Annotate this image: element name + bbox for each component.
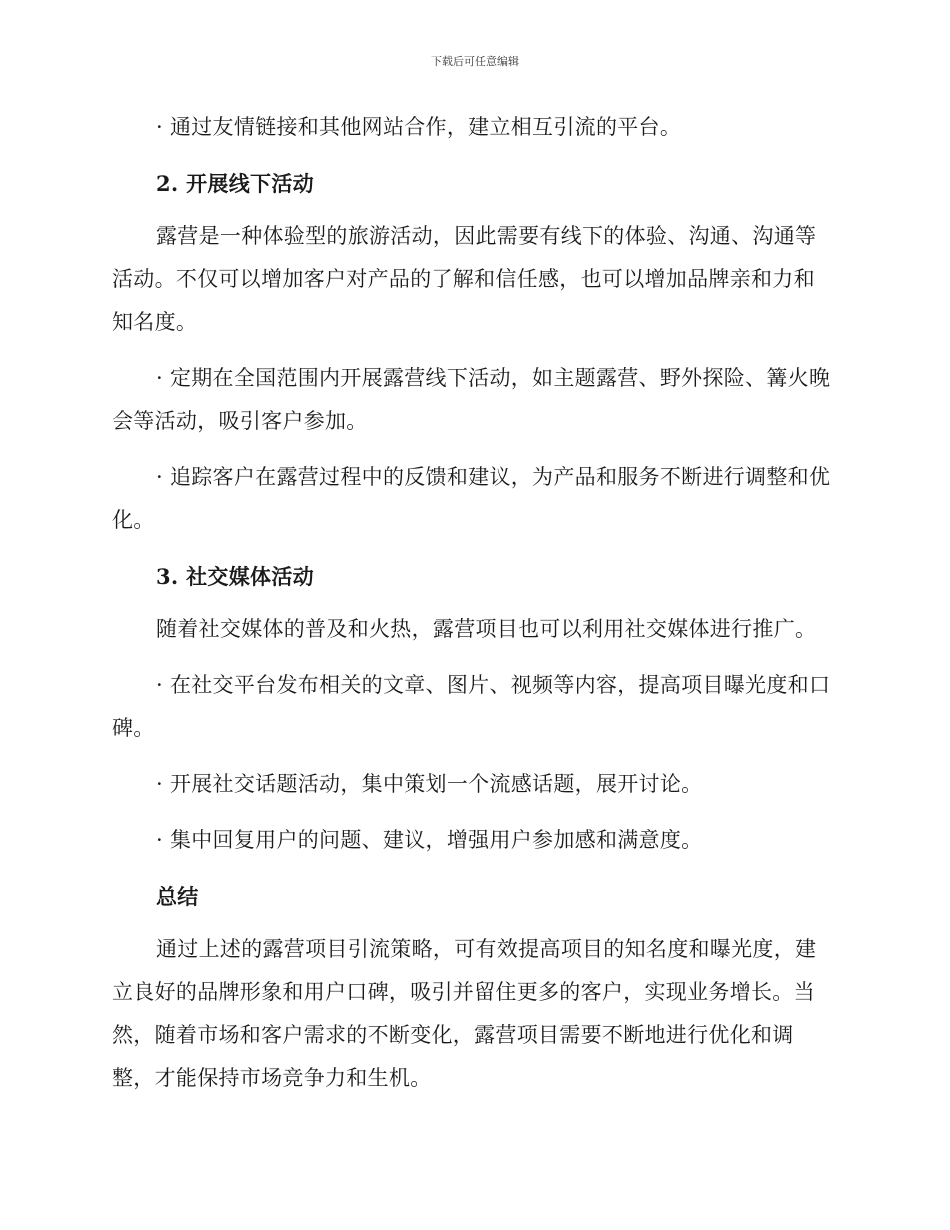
paragraph-social-intro: 随着社交媒体的普及和火热，露营项目也可以利用社交媒体进行推广。 (156, 617, 817, 641)
paragraph-offline-intro: 露营是一种体验型的旅游活动，因此需要有线下的体验、沟通、沟通等活动。不仅可以增加客户对产品的了解和信任感，也可以增加品牌亲和力和知名度。 (112, 224, 817, 334)
section-heading-offline-activities: 2. 开展线下活动 (156, 171, 314, 196)
bullet-friend-links: · 通过友情链接和其他网站合作，建立相互引流的平台。 (156, 115, 682, 139)
page-header: 下载后可任意编辑 (431, 55, 519, 68)
section-heading-summary: 总结 (156, 884, 199, 909)
document-body (112, 106, 836, 1113)
paragraph-summary: 通过上述的露营项目引流策略，可有效提高项目的知名度和曝光度，建立良好的品牌形象和用户口碑，吸引并留住更多的客户，实现业务增长。当然，随着市场和客户需求的不断变化，露营项目需要不断地进行优化和调整，才能保持市场竞争力和生机。 (112, 937, 817, 1090)
section-heading-social-media: 3. 社交媒体活动 (156, 564, 314, 589)
bullet-reply-users: · 集中回复用户的问题、建议，增强用户参加感和满意度。 (156, 828, 703, 852)
bullet-topic-activities: · 开展社交话题活动，集中策划一个流感话题，展开讨论。 (156, 772, 703, 796)
bullet-publish-content: · 在社交平台发布相关的文章、图片、视频等内容，提高项目曝光度和口碑。 (112, 673, 831, 740)
bullet-track-feedback: · 追踪客户在露营过程中的反馈和建议，为产品和服务不断进行调整和优化。 (112, 465, 831, 532)
bullet-regular-events: · 定期在全国范围内开展露营线下活动，如主题露营、野外探险、篝火晚会等活动，吸引客户参加。 (112, 366, 831, 433)
